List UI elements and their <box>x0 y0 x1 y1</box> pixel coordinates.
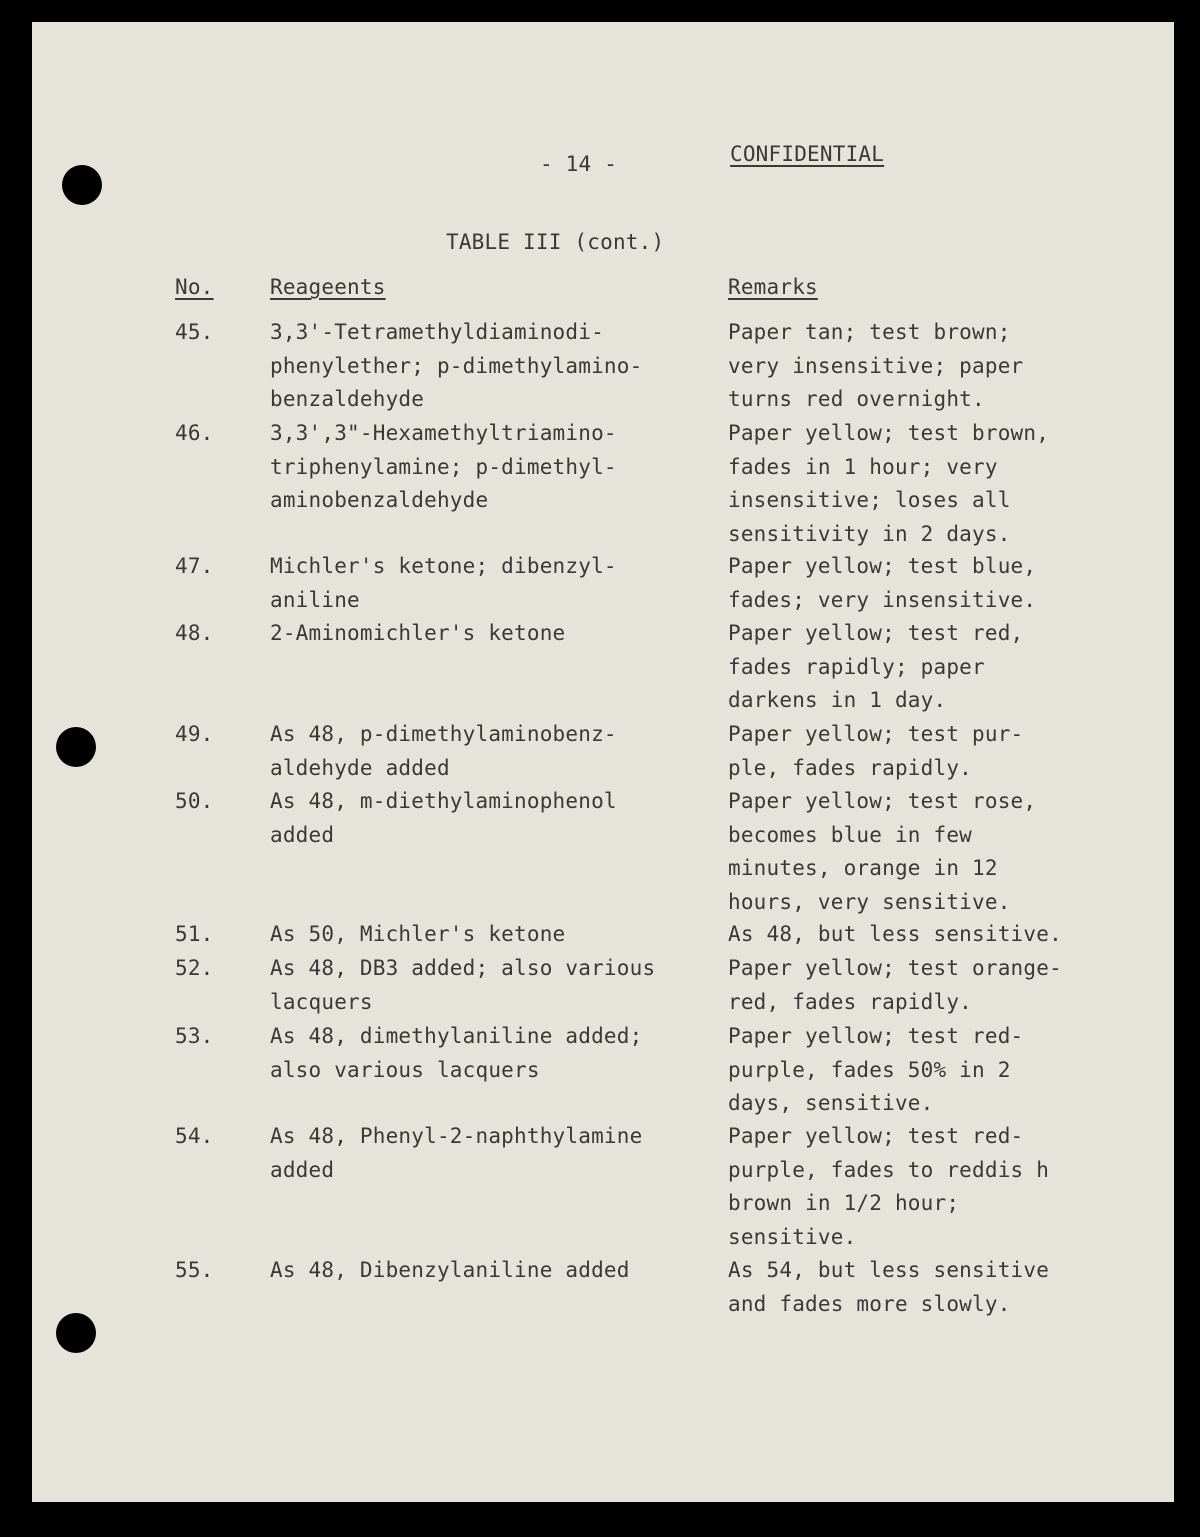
row-reagents: Michler's ketone; dibenzyl- aniline <box>270 554 617 612</box>
row-reagents: As 48, Dibenzylaniline added <box>270 1258 630 1282</box>
row-remarks: Paper yellow; test brown, fades in 1 hour; very insensitive; loses all sensitivity in 2 days. <box>728 421 1050 546</box>
row-remarks: As 48, but less sensitive. <box>728 922 1062 946</box>
row-number: 48. <box>175 621 214 645</box>
row-reagents: 2-Aminomichler's ketone <box>270 621 566 645</box>
punch-hole <box>56 727 96 767</box>
row-reagents: As 48, DB3 added; also various lacquers <box>270 956 656 1014</box>
row-remarks: Paper yellow; test red, fades rapidly; paper darkens in 1 day. <box>728 621 1024 712</box>
row-remarks: Paper yellow; test blue, fades; very insensitive. <box>728 554 1037 612</box>
row-number: 55. <box>175 1258 214 1282</box>
row-number: 52. <box>175 956 214 980</box>
row-reagents: As 48, p-dimethylaminobenz- aldehyde added <box>270 722 617 780</box>
row-reagents: As 48, m-diethylaminophenol added <box>270 789 617 847</box>
classification-label: CONFIDENTIAL <box>730 142 885 166</box>
row-remarks: Paper tan; test brown; very insensitive; paper turns red overnight. <box>728 320 1024 411</box>
row-number: 45. <box>175 320 214 344</box>
row-number: 49. <box>175 722 214 746</box>
row-reagents: As 50, Michler's ketone <box>270 922 566 946</box>
column-header-no: No. <box>175 275 214 299</box>
punch-hole <box>56 1313 96 1353</box>
row-remarks: Paper yellow; test rose, becomes blue in few minutes, orange in 12 hours, very sensitive. <box>728 789 1037 914</box>
row-remarks: As 54, but less sensitive and fades more slowly. <box>728 1258 1050 1316</box>
row-number: 47. <box>175 554 214 578</box>
column-header-reagents: Reageents <box>270 275 386 299</box>
row-reagents: As 48, dimethylaniline added; also various lacquers <box>270 1024 643 1082</box>
row-number: 50. <box>175 789 214 813</box>
punch-hole <box>62 165 102 205</box>
row-remarks: Paper yellow; test red- purple, fades 50% in 2 days, sensitive. <box>728 1024 1024 1115</box>
page-number: - 14 - <box>540 152 618 176</box>
row-number: 54. <box>175 1124 214 1148</box>
row-number: 46. <box>175 421 214 445</box>
row-remarks: Paper yellow; test red- purple, fades to reddis h brown in 1/2 hour; sensitive. <box>728 1124 1050 1249</box>
row-reagents: As 48, Phenyl-2-naphthylamine added <box>270 1124 643 1182</box>
column-header-remarks: Remarks <box>728 275 818 299</box>
row-reagents: 3,3',3"-Hexamethyltriamino- triphenylamine; p-dimethyl- aminobenzaldehyde <box>270 421 617 512</box>
row-reagents: 3,3'-Tetramethyldiaminodi- phenylether; p-dimethylamino- benzaldehyde <box>270 320 643 411</box>
row-remarks: Paper yellow; test orange- red, fades rapidly. <box>728 956 1062 1014</box>
row-number: 51. <box>175 922 214 946</box>
table-title: TABLE III (cont.) <box>446 230 665 254</box>
row-number: 53. <box>175 1024 214 1048</box>
row-remarks: Paper yellow; test pur- ple, fades rapidly. <box>728 722 1024 780</box>
